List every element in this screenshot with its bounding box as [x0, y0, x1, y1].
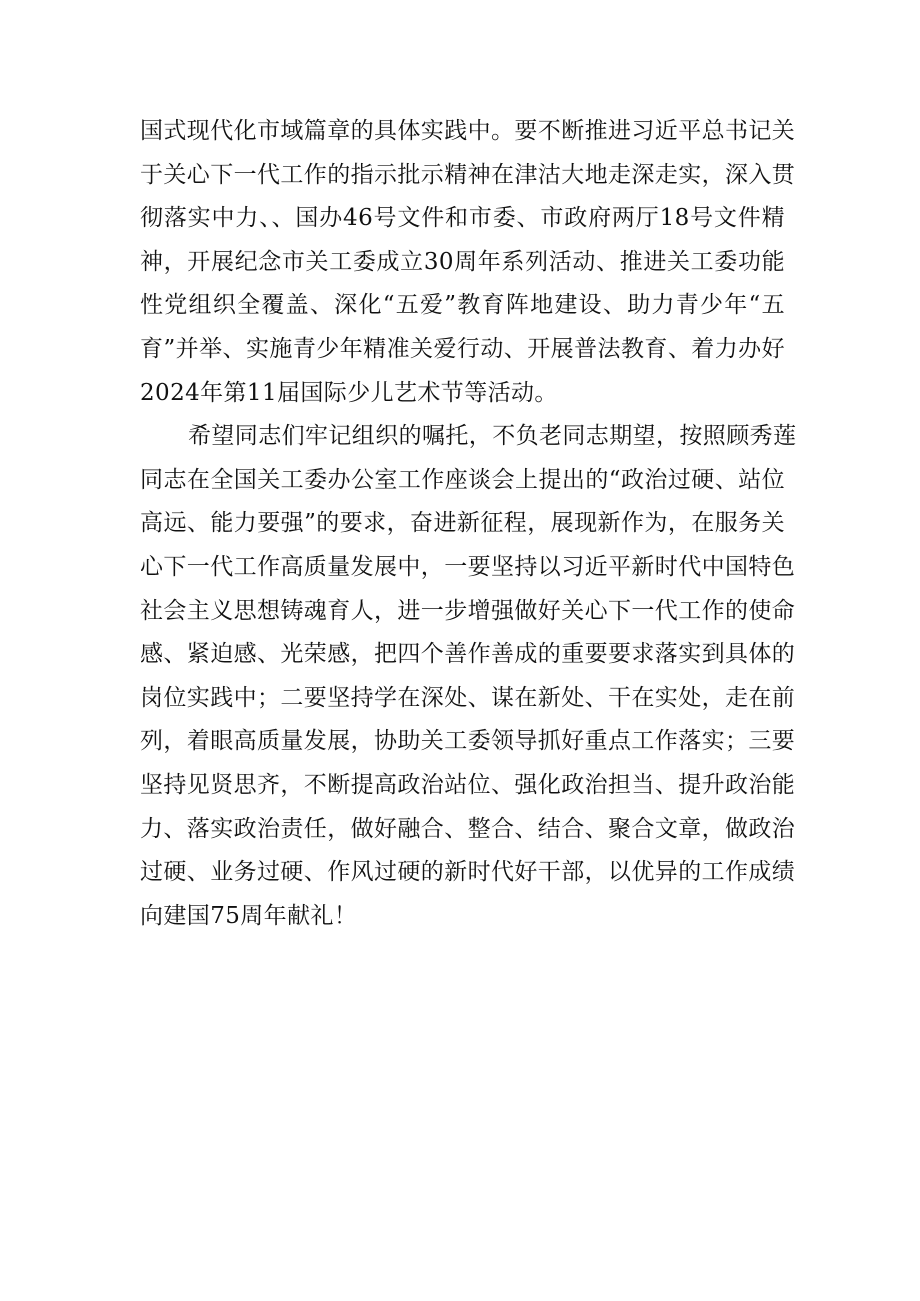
paragraph-line: 希望同志们牢记组织的嘱托，不负老同志期望，按照顾秀莲 — [188, 423, 797, 450]
paragraph-line: 彻落实中力、、国办46号文件和市委、市政府两厅18号文件精 — [140, 205, 785, 232]
paragraph-line: 心下一代工作高质量发展中，一要坚持以习近平新时代中国特色 — [140, 553, 796, 580]
paragraph-line: 岗位实践中；二要坚持学在深处、谋在新处、干在实处，走在前 — [140, 684, 796, 711]
paragraph-line: 性党组织全覆盖、深化“五爱”教育阵地建设、助力青少年“五 — [140, 292, 785, 319]
paragraph-line: 力、落实政治责任，做好融合、整合、结合、聚合文章，做政治 — [140, 815, 796, 842]
paragraph-line: 同志在全国关工委办公室工作座谈会上提出的“政治过硬、站位 — [140, 466, 785, 493]
paragraph-line: 社会主义思想铸魂育人，进一步增强做好关心下一代工作的使命 — [140, 597, 796, 624]
document-body — [140, 110, 797, 938]
paragraph-line: 2024年第11届国际少儿艺术节等活动。 — [140, 379, 558, 406]
paragraph-line: 神，开展纪念市关工委成立30周年系列活动、推进关工委功能 — [140, 248, 785, 275]
paragraph-line: 国式现代化市域篇章的具体实践中。要不断推进习近平总书记关 — [140, 118, 796, 144]
paragraph-line: 育”并举、实施青少年精准关爱行动、开展普法教育、着力办好 — [140, 335, 785, 362]
paragraph-1 — [140, 110, 796, 415]
paragraph-line: 坚持见贤思齐，不断提高政治站位、强化政治担当、提升政治能 — [140, 771, 796, 798]
paragraph-line: 过硬、业务过硬、作风过硬的新时代好干部，以优异的工作成绩 — [140, 859, 796, 886]
paragraph-line: 于关心下一代工作的指示批示精神在津沽大地走深走实，深入贯 — [140, 161, 796, 188]
paragraph-line: 感、紧迫感、光荣感，把四个善作善成的重要要求落实到具体的 — [140, 641, 796, 668]
paragraph-line: 向建国75周年献礼！ — [140, 902, 358, 929]
paragraph-2 — [140, 415, 797, 938]
paragraph-line: 列，着眼高质量发展，协助关工委领导抓好重点工作落实；三要 — [140, 728, 796, 755]
paragraph-line: 高远、能力要强”的要求，奋进新征程，展现新作为，在服务关 — [140, 510, 785, 537]
